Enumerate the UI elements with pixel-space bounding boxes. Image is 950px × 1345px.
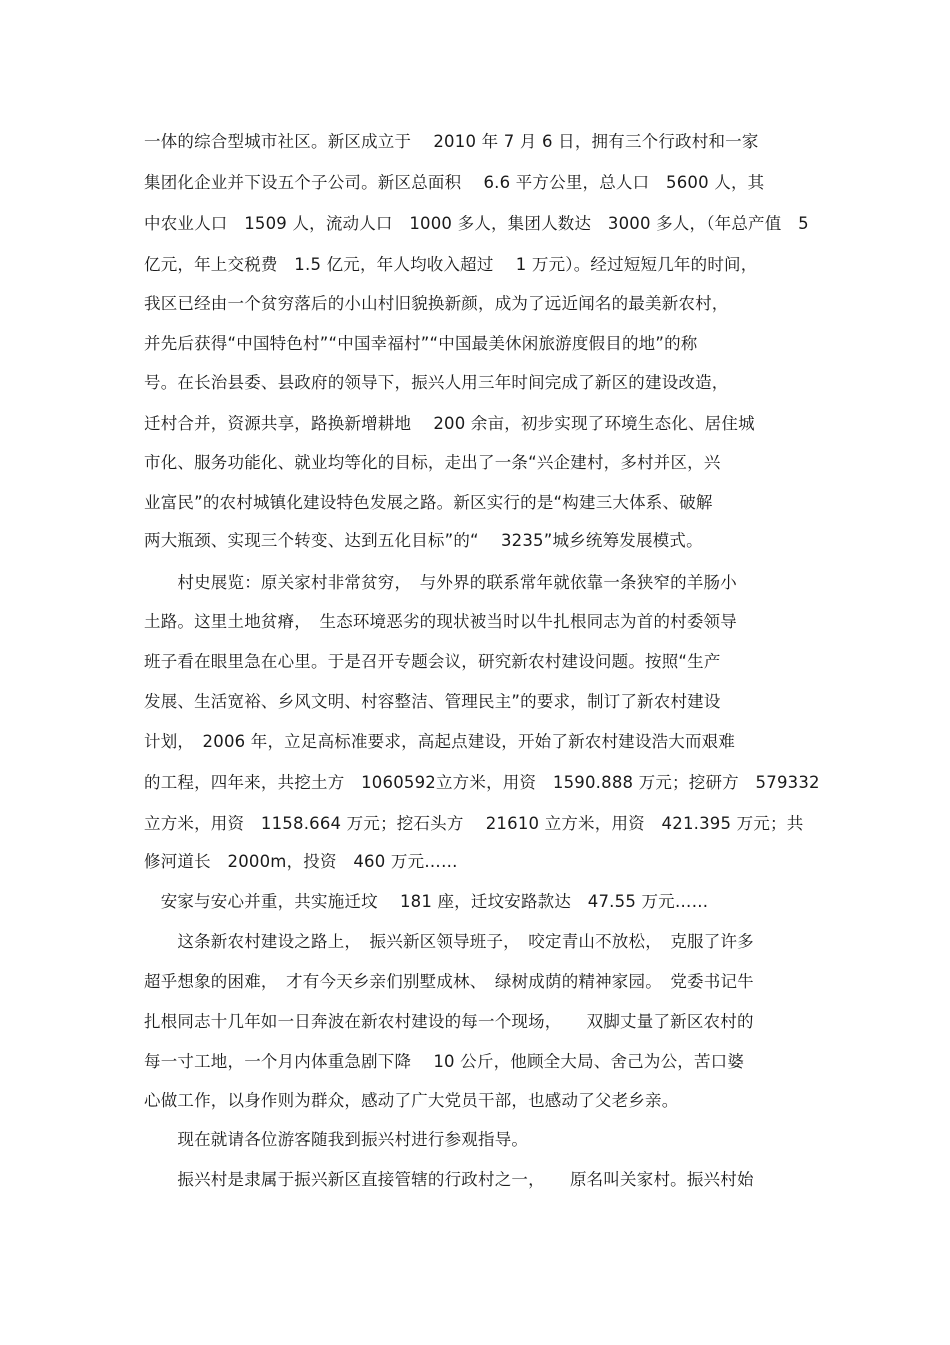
text-line: 计划， 2006 年，立足高标准要求，高起点建设，开始了新农村建设浩大而艰难 — [144, 732, 736, 751]
text-line: 现在就请各位游客随我到振兴村进行参观指导。 — [144, 1130, 529, 1149]
text-line: 心做工作，以身作则为群众，感动了广大党员干部，也感动了父老乡亲。 — [144, 1091, 679, 1110]
text-line: 村史展览：原关家村非常贫穷， 与外界的联系常年就依靠一条狭窄的羊肠小 — [144, 573, 737, 592]
text-line: 亿元，年上交税费 1.5 亿元，年人均收入超过 1 万元）。经过短短几年的时间， — [144, 255, 758, 274]
text-line: 集团化企业并下设五个子公司。新区总面积 6.6 平方公里，总人口 5600 人，其 — [144, 173, 765, 192]
text-line: 中农业人口 1509 人，流动人口 1000 多人，集团人数达 3000 多人，（年总产值 5 — [144, 214, 809, 233]
text-line: 振兴村是隶属于振兴新区直接管辖的行政村之一， 原名叫关家村。振兴村始 — [144, 1170, 754, 1189]
text-line: 市化、服务功能化、就业均等化的目标，走出了一条“兴企建村，多村并区，兴 — [144, 453, 721, 472]
text-line: 号。在长治县委、县政府的领导下，振兴人用三年时间完成了新区的建设改造， — [144, 373, 729, 392]
text-line: 班子看在眼里急在心里。于是召开专题会议，研究新农村建设问题。按照“生产 — [144, 652, 721, 671]
text-line: 立方米，用资 1158.664 万元；挖石头方 21610 立方米，用资 421.395 万元；共 — [144, 814, 804, 833]
text-line: 我区已经由一个贫穷落后的小山村旧貌换新颜，成为了远近闻名的最美新农村， — [144, 294, 729, 313]
text-line: 一体的综合型城市社区。新区成立于 2010 年 7 月 6 日，拥有三个行政村和一家 — [144, 132, 759, 151]
text-line: 业富民”的农村城镇化建设特色发展之路。新区实行的是“构建三大体系、破解 — [144, 493, 713, 512]
text-line: 发展、生活宽裕、乡风文明、村容整洁、管理民主”的要求，制订了新农村建设 — [144, 692, 721, 711]
text-line: 土路。这里土地贫瘠， 生态环境恶劣的现状被当时以牛扎根同志为首的村委领导 — [144, 612, 737, 631]
text-line: 每一寸工地，一个月内体重急剧下降 10 公斤，他顾全大局、舍己为公，苦口婆 — [144, 1052, 745, 1071]
text-line: 这条新农村建设之路上， 振兴新区领导班子， 咬定青山不放松， 克服了许多 — [144, 932, 754, 951]
text-line: 并先后获得“中国特色村”“中国幸福村”“中国最美休闲旅游度假目的地”的称 — [144, 334, 698, 353]
text-line: 迁村合并，资源共享，路换新增耕地 200 余亩，初步实现了环境生态化、居住城 — [144, 414, 755, 433]
text-line: 的工程，四年来，共挖土方 1060592立方米，用资 1590.888 万元；挖研方 579332 — [144, 773, 820, 792]
text-line: 超乎想象的困难， 才有今天乡亲们别墅成林、 绿树成荫的精神家园。 党委书记牛 — [144, 972, 754, 991]
text-line: 修河道长 2000m，投资 460 万元…… — [144, 852, 458, 871]
text-line: 安家与安心并重，共实施迁坟 181 座，迁坟安路款达 47.55 万元…… — [144, 892, 709, 911]
text-line: 两大瓶颈、实现三个转变、达到五化目标”的“ 3235”城乡统筹发展模式。 — [144, 531, 703, 550]
text-line: 扎根同志十几年如一日奔波在新农村建设的每一个现场， 双脚丈量了新区农村的 — [144, 1012, 754, 1031]
